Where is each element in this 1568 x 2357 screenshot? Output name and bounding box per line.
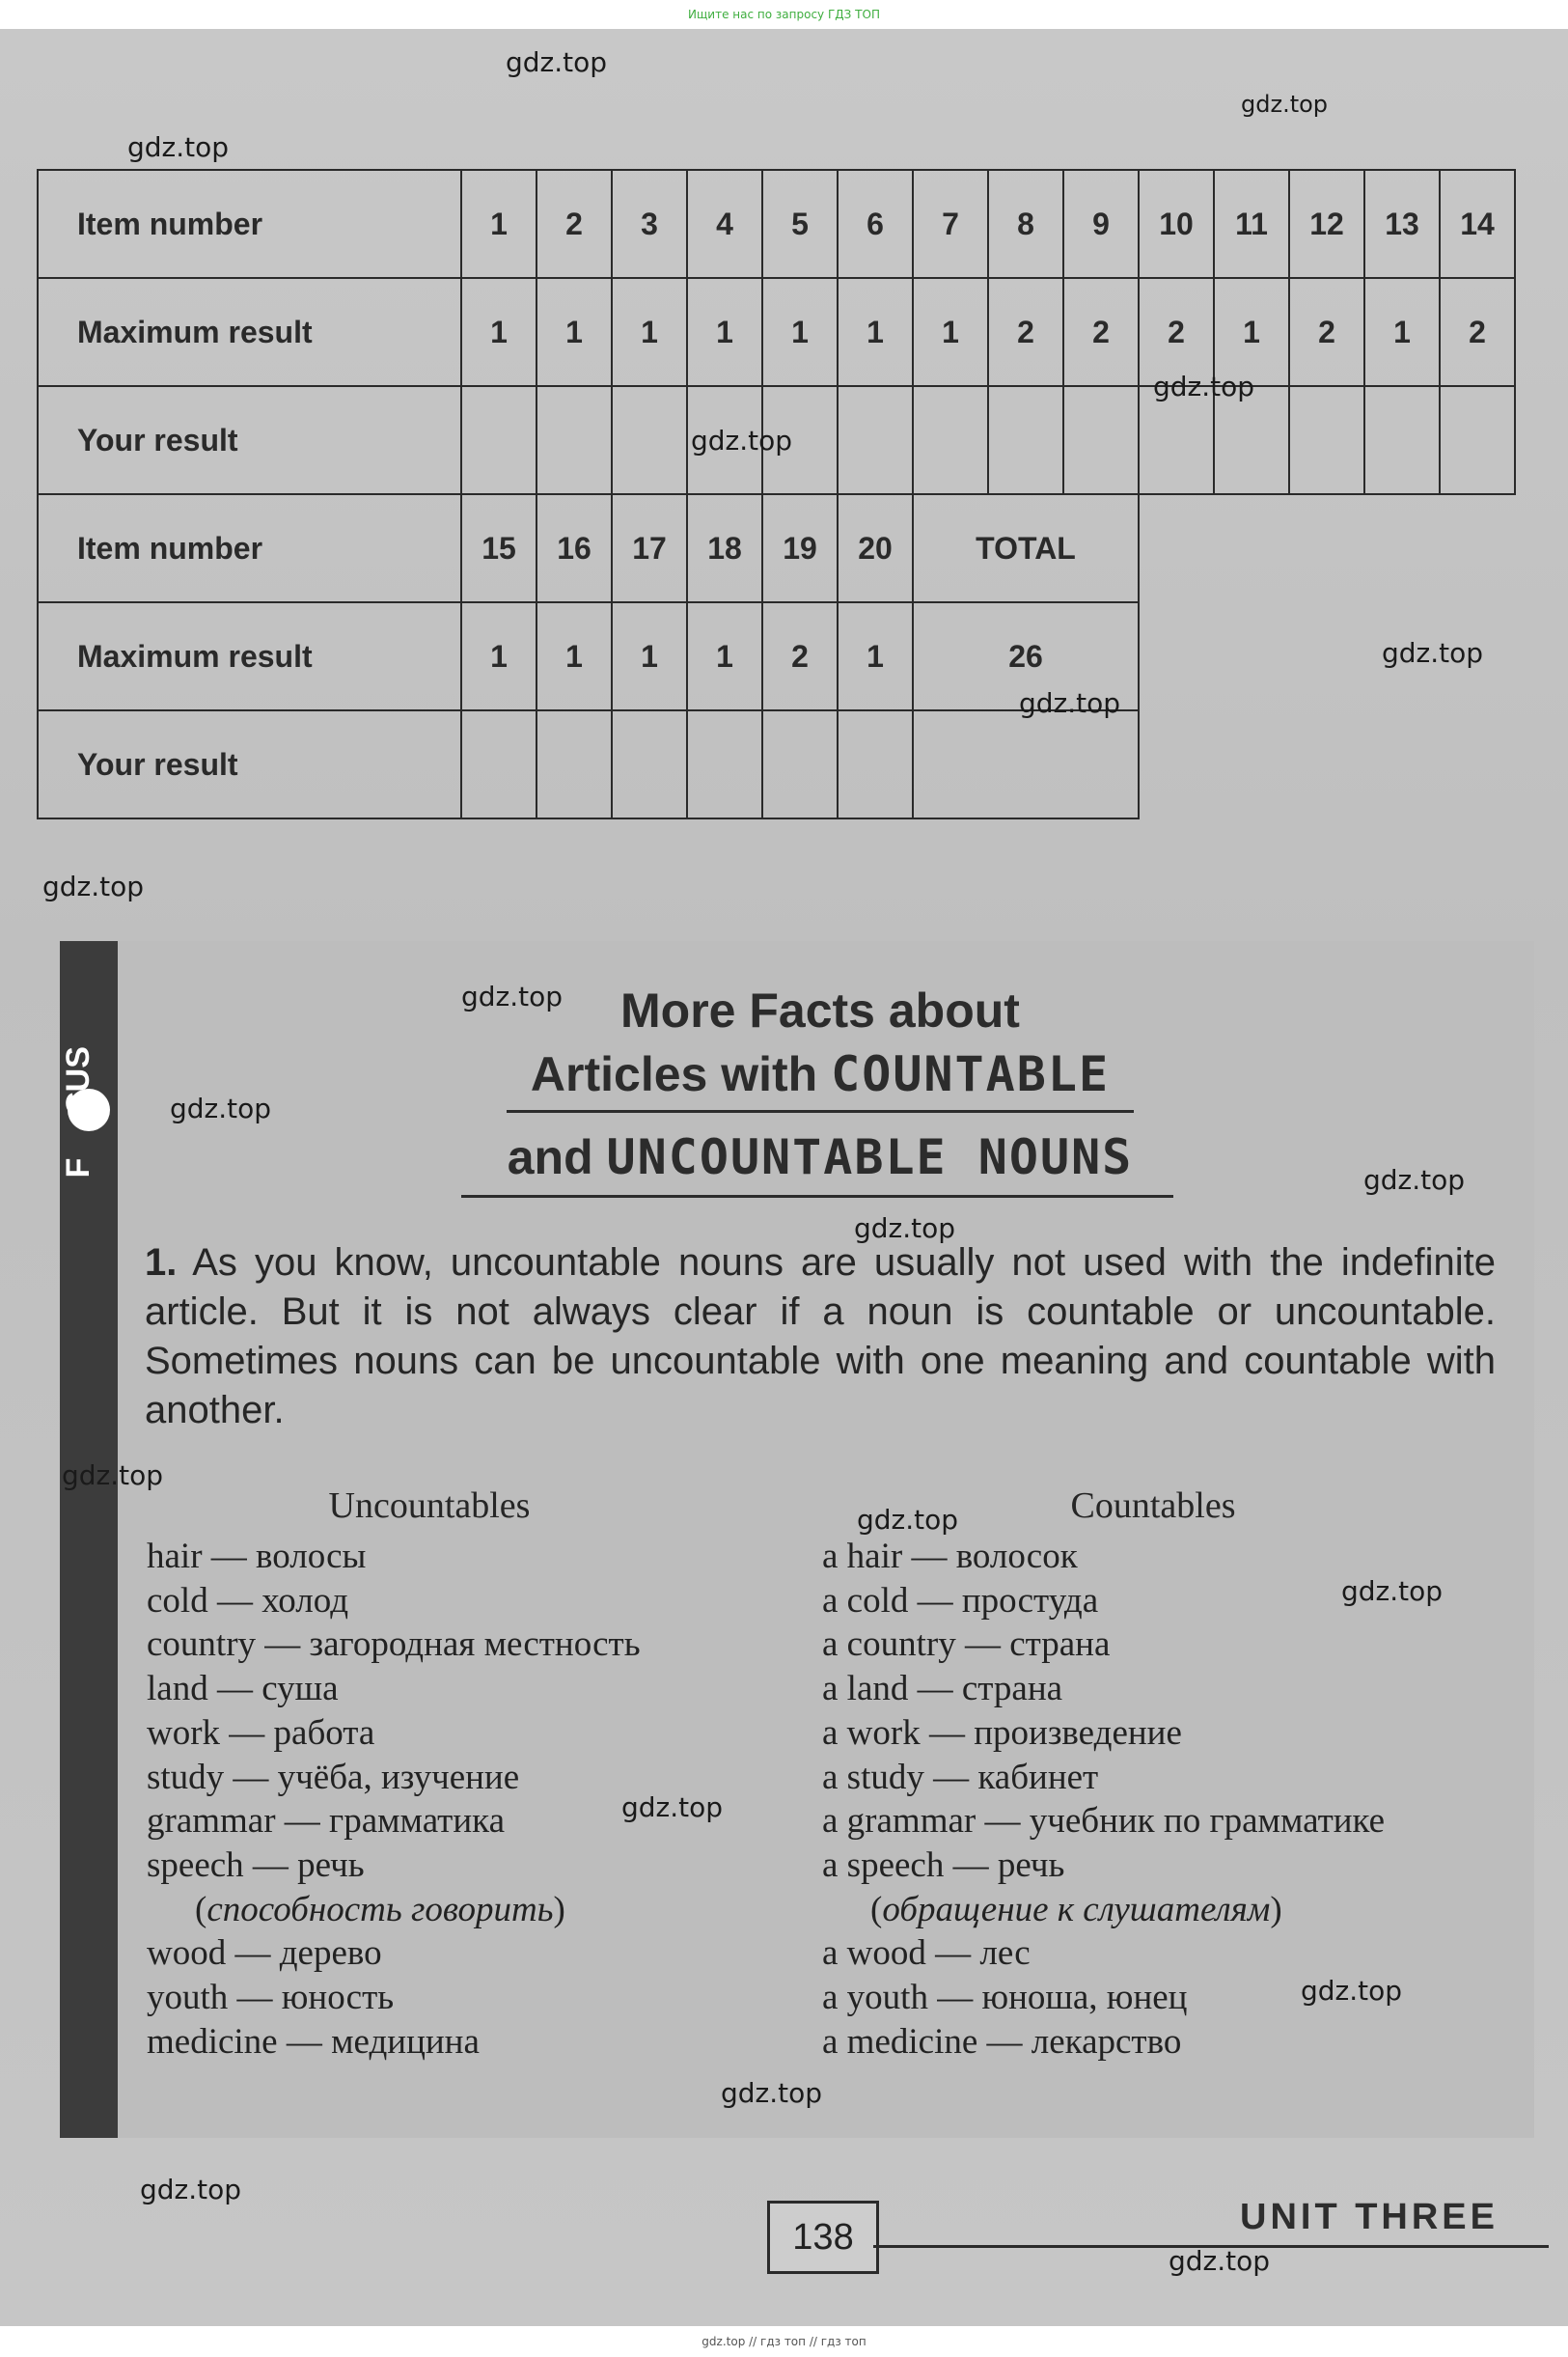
intro-text: As you know, uncountable nouns are usually not used with the indefinite article. But it is not always clear if a noun is countable or uncountable. Sometimes nouns can be uncountable with one meaning and countable with another. — [145, 1241, 1496, 1431]
table-row — [38, 602, 1515, 710]
table-cell: 1 — [838, 278, 913, 386]
note-text: способность говорить — [206, 1889, 554, 1929]
table-cell: 1 — [612, 602, 687, 710]
watermark: gdz.top — [1382, 637, 1484, 669]
watermark: gdz.top — [1363, 1164, 1466, 1196]
table-cell: 1 — [461, 278, 536, 386]
table-cell: 17 — [612, 494, 687, 602]
list-item: cold — холод — [147, 1580, 349, 1621]
answer-cell[interactable] — [1063, 386, 1139, 494]
intro-paragraph — [145, 1238, 1496, 1435]
focus-title-line1: More Facts about — [620, 984, 1020, 1038]
table-cell: 10 — [1139, 170, 1214, 278]
table-cell: 1 — [612, 278, 687, 386]
table-row — [38, 278, 1515, 386]
table-cell: 2 — [1440, 278, 1515, 386]
list-item: a youth — юноша, юнец — [822, 1978, 1188, 2018]
list-item: study — учёба, изучение — [147, 1757, 520, 1797]
list-item: country — загородная местность — [147, 1624, 641, 1665]
list-item: a speech — речь — [822, 1844, 1065, 1885]
uncountables-list — [147, 1535, 641, 2064]
list-item: wood — дерево — [147, 1933, 382, 1974]
table-cell: 14 — [1440, 170, 1515, 278]
table-cell: 2 — [1063, 278, 1139, 386]
score-table — [37, 169, 1516, 819]
table-cell: 1 — [762, 278, 838, 386]
row-header: Item number — [38, 494, 461, 602]
watermark: gdz.top — [62, 1459, 164, 1491]
table-cell: 2 — [1289, 278, 1364, 386]
row-header: Maximum result — [38, 602, 461, 710]
answer-cell[interactable] — [838, 386, 913, 494]
table-cell: 1 — [1214, 278, 1289, 386]
row-header: Item number — [38, 170, 461, 278]
table-cell: 9 — [1063, 170, 1139, 278]
page-number: 138 — [767, 2201, 879, 2274]
focus-title-line2 — [328, 1046, 1312, 1102]
table-cell: 2 — [762, 602, 838, 710]
watermark: gdz.top — [506, 46, 608, 78]
answer-cell[interactable] — [612, 386, 687, 494]
watermark: gdz.top — [1241, 91, 1329, 118]
answer-cell[interactable] — [913, 386, 988, 494]
list-item: a country — страна — [822, 1624, 1111, 1665]
watermark: gdz.top — [1301, 1975, 1403, 2007]
table-row — [38, 710, 1515, 818]
answer-cell[interactable] — [536, 710, 612, 818]
title-handwritten: UNCOUNTABLE NOUNS — [606, 1129, 1134, 1185]
bottom-banner: gdz.top // гдз топ // гдз топ — [0, 2326, 1568, 2357]
table-cell: 1 — [687, 602, 762, 710]
list-item: land — суша — [147, 1669, 339, 1709]
row-header: Your result — [38, 710, 461, 818]
total-value: 26 — [913, 602, 1139, 710]
watermark: gdz.top — [127, 131, 230, 163]
title-underline — [461, 1195, 1173, 1198]
top-banner: Ищите нас по запросу ГДЗ ТОП — [0, 0, 1568, 29]
answer-cell[interactable] — [838, 710, 913, 818]
table-row — [38, 170, 1515, 278]
table-cell: 1 — [1364, 278, 1440, 386]
table-cell: 19 — [762, 494, 838, 602]
empty-area — [1139, 710, 1515, 818]
title-text: and — [507, 1130, 593, 1184]
table-cell: 5 — [762, 170, 838, 278]
empty-area — [1139, 494, 1515, 602]
list-item: a wood — лес — [822, 1933, 1031, 1974]
table-cell: 2 — [1139, 278, 1214, 386]
focus-label — [60, 965, 118, 1216]
table-cell: 2 — [988, 278, 1063, 386]
list-item: a hair — волосок — [822, 1537, 1078, 1576]
list-item: a study — кабинет — [822, 1757, 1099, 1797]
watermark: gdz.top — [461, 981, 564, 1012]
list-item: a cold — простуда — [822, 1580, 1099, 1621]
table-cell: 3 — [612, 170, 687, 278]
table-cell: 1 — [913, 278, 988, 386]
table-cell: 2 — [536, 170, 612, 278]
title-text: Articles with — [530, 1047, 818, 1101]
list-item: medicine — медицина — [147, 2021, 480, 2062]
list-item: a land — страна — [822, 1669, 1063, 1709]
answer-cell[interactable] — [1440, 386, 1515, 494]
table-cell: 7 — [913, 170, 988, 278]
answer-cell[interactable] — [536, 386, 612, 494]
countables-header: Countables — [1070, 1485, 1236, 1526]
watermark: gdz.top — [691, 425, 793, 457]
watermark: gdz.top — [170, 1093, 272, 1124]
table-cell: 1 — [687, 278, 762, 386]
table-cell: 1 — [536, 278, 612, 386]
table-cell: 8 — [988, 170, 1063, 278]
table-cell: 18 — [687, 494, 762, 602]
intro-number: 1. — [145, 1241, 178, 1284]
answer-cell[interactable] — [1364, 386, 1440, 494]
table-row — [38, 494, 1515, 602]
list-item: grammar — грамматика — [147, 1801, 505, 1842]
list-item: a work — произведение — [822, 1712, 1182, 1753]
answer-cell[interactable] — [612, 710, 687, 818]
row-header: Your result — [38, 386, 461, 494]
watermark: gdz.top — [854, 1212, 956, 1244]
answer-cell[interactable] — [1289, 386, 1364, 494]
watermark: gdz.top — [140, 2174, 242, 2205]
focus-title-line3 — [328, 1129, 1312, 1185]
table-cell: 11 — [1214, 170, 1289, 278]
answer-cell[interactable] — [988, 386, 1063, 494]
list-note: (обращение к слушателям) — [870, 1889, 1282, 1929]
title-handwritten: COUNTABLE — [831, 1046, 1111, 1102]
total-header: TOTAL — [913, 494, 1139, 602]
list-note: (способность говорить) — [195, 1889, 565, 1929]
answer-cell[interactable] — [687, 710, 762, 818]
uncountables-header: Uncountables — [328, 1485, 531, 1526]
table-cell: 1 — [536, 602, 612, 710]
watermark: gdz.top — [857, 1504, 959, 1536]
table-cell: 6 — [838, 170, 913, 278]
focus-text: CUS — [60, 1046, 96, 1116]
focus-text: F — [60, 1157, 96, 1178]
list-item: speech — речь — [147, 1844, 365, 1885]
watermark: gdz.top — [1169, 2245, 1271, 2277]
table-cell: 15 — [461, 494, 536, 602]
table-cell: 12 — [1289, 170, 1364, 278]
row-header: Maximum result — [38, 278, 461, 386]
watermark: gdz.top — [621, 1791, 724, 1823]
list-item: hair — волосы — [147, 1537, 367, 1576]
table-cell: 13 — [1364, 170, 1440, 278]
answer-cell[interactable] — [762, 710, 838, 818]
watermark: gdz.top — [42, 871, 145, 902]
answer-cell[interactable] — [461, 386, 536, 494]
watermark: gdz.top — [721, 2077, 823, 2109]
table-cell: 1 — [838, 602, 913, 710]
table-cell: 1 — [461, 170, 536, 278]
answer-cell[interactable] — [461, 710, 536, 818]
watermark: gdz.top — [1019, 687, 1121, 719]
list-item: work — работа — [147, 1712, 375, 1753]
list-item: a grammar — учебник по грамматике — [822, 1801, 1386, 1842]
table-cell: 4 — [687, 170, 762, 278]
unit-label: UNIT THREE — [1240, 2197, 1499, 2237]
list-item: a medicine — лекарство — [822, 2021, 1182, 2062]
table-cell: 20 — [838, 494, 913, 602]
total-answer-cell[interactable] — [913, 710, 1139, 818]
table-cell: 1 — [461, 602, 536, 710]
watermark: gdz.top — [1341, 1575, 1444, 1607]
note-text: обращение к слушателям — [882, 1889, 1271, 1929]
table-cell: 16 — [536, 494, 612, 602]
watermark: gdz.top — [1153, 371, 1255, 402]
title-underline — [507, 1110, 1134, 1113]
list-item: youth — юность — [147, 1978, 395, 2018]
